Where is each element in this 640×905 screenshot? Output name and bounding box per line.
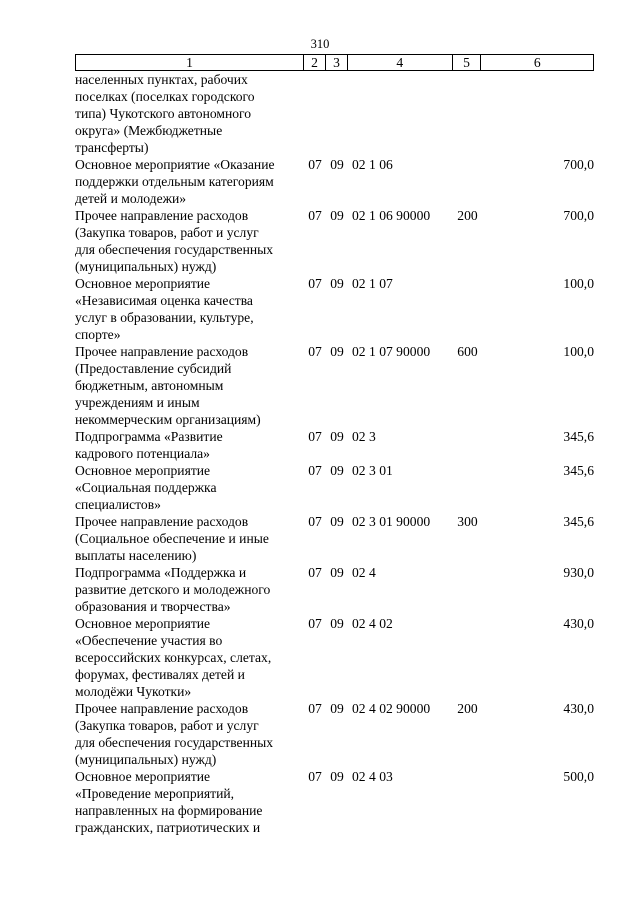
row-section: 07 — [308, 701, 322, 716]
row-section: 07 — [308, 276, 322, 291]
row-name: Основное мероприятие «Оказание поддержки отдельным категориям детей и молодежи» — [75, 157, 275, 206]
row-subsection — [326, 71, 348, 156]
row-section: 07 — [308, 514, 322, 529]
header-col-3: 3 — [326, 55, 348, 70]
row-section: 07 — [308, 429, 322, 444]
row-subsection: 09 — [330, 701, 344, 716]
row-expense-type: 600 — [457, 344, 478, 359]
row-name: Прочее направление расходов (Закупка товаров, работ и услуг для обеспечения государственных (муниципальных) нужд) — [75, 701, 274, 767]
row-section: 07 — [308, 616, 322, 631]
row-subsection: 09 — [330, 769, 344, 784]
row-name: Прочее направление расходов (Социальное обеспечение и иные выплаты населению) — [75, 514, 269, 563]
row-name: Прочее направление расходов (Предоставление субсидий бюджетным, автономным учреждениям и иным некоммерческим организациям) — [75, 344, 261, 427]
row-expense-type — [453, 768, 482, 836]
table-row — [75, 156, 594, 207]
header-col-1: 1 — [76, 55, 304, 70]
row-expense-type — [453, 428, 482, 462]
row-target-article: 02 4 02 90000 — [352, 701, 431, 716]
row-expense-type: 200 — [457, 208, 478, 223]
row-subsection: 09 — [330, 157, 344, 172]
table-row — [75, 564, 594, 615]
row-expense-type — [453, 156, 482, 207]
row-target-article: 02 3 — [352, 429, 376, 444]
row-section: 07 — [308, 463, 322, 478]
row-amount: 345,6 — [563, 429, 594, 444]
row-target-article: 02 1 06 — [352, 157, 393, 172]
row-target-article — [348, 71, 453, 156]
row-subsection: 09 — [330, 429, 344, 444]
row-amount — [482, 71, 594, 156]
row-target-article: 02 1 07 90000 — [352, 344, 431, 359]
row-name: Подпрограмма «Развитие кадрового потенциала» — [75, 429, 223, 461]
row-name: Прочее направление расходов (Закупка товаров, работ и услуг для обеспечения государственных (муниципальных) нужд) — [75, 208, 274, 274]
table-row — [75, 462, 594, 513]
row-section — [304, 71, 326, 156]
row-subsection: 09 — [330, 276, 344, 291]
row-expense-type — [453, 71, 482, 156]
row-name: Основное мероприятие «Социальная поддержка специалистов» — [75, 463, 217, 512]
table-row — [75, 700, 594, 768]
header-col-2: 2 — [304, 55, 326, 70]
row-subsection: 09 — [330, 565, 344, 580]
row-target-article: 02 4 — [352, 565, 376, 580]
row-section: 07 — [308, 565, 322, 580]
row-subsection: 09 — [330, 463, 344, 478]
row-section: 07 — [308, 157, 322, 172]
table-row — [75, 768, 594, 836]
row-target-article: 02 1 07 — [352, 276, 393, 291]
row-amount: 430,0 — [563, 616, 594, 631]
row-amount: 345,6 — [563, 463, 594, 478]
table-row — [75, 275, 594, 343]
row-subsection: 09 — [330, 208, 344, 223]
row-expense-type — [453, 615, 482, 700]
table-header — [75, 54, 594, 71]
header-col-4: 4 — [348, 55, 453, 70]
row-amount: 500,0 — [563, 769, 594, 784]
row-amount: 700,0 — [563, 208, 594, 223]
row-amount: 100,0 — [563, 276, 594, 291]
header-col-5: 5 — [453, 55, 482, 70]
row-target-article: 02 3 01 90000 — [352, 514, 431, 529]
row-subsection: 09 — [330, 514, 344, 529]
row-expense-type: 200 — [457, 701, 478, 716]
row-target-article: 02 4 03 — [352, 769, 393, 784]
row-expense-type: 300 — [457, 514, 478, 529]
row-name: населенных пунктах, рабочих поселках (поселках городского типа) Чукотского автономного округа» (Межбюджетные трансферты) — [75, 72, 255, 155]
row-section: 07 — [308, 344, 322, 359]
table-row — [75, 207, 594, 275]
row-section: 07 — [308, 208, 322, 223]
row-amount: 100,0 — [563, 344, 594, 359]
budget-table — [75, 54, 594, 835]
row-amount: 930,0 — [563, 565, 594, 580]
header-col-6: 6 — [533, 55, 541, 70]
row-target-article: 02 4 02 — [352, 616, 393, 631]
row-name: Основное мероприятие «Проведение мероприятий, направленных на формирование гражданских, патриотических и — [75, 769, 263, 835]
row-expense-type — [453, 462, 482, 513]
table-row — [75, 513, 594, 564]
row-section: 07 — [308, 769, 322, 784]
row-name: Основное мероприятие «Обеспечение участия во всероссийских конкурсах, слетах, форумах, фестивалях детей и молодёжи Чукотки» — [75, 616, 272, 699]
table-row — [75, 428, 594, 462]
row-expense-type — [453, 564, 482, 615]
row-subsection: 09 — [330, 616, 344, 631]
table-row — [75, 615, 594, 700]
table-row — [75, 343, 594, 428]
row-expense-type — [453, 275, 482, 343]
row-amount: 700,0 — [563, 157, 594, 172]
table-row — [75, 71, 594, 156]
page-number: 310 — [310, 37, 330, 51]
row-amount: 345,6 — [563, 514, 594, 529]
row-target-article: 02 3 01 — [352, 463, 393, 478]
table-body — [75, 71, 594, 836]
row-subsection: 09 — [330, 344, 344, 359]
row-amount: 430,0 — [563, 701, 594, 716]
row-target-article: 02 1 06 90000 — [352, 208, 431, 223]
row-name: Основное мероприятие «Независимая оценка качества услуг в образовании, культуре, спорте» — [75, 276, 254, 342]
row-name: Подпрограмма «Поддержка и развитие детского и молодежного образования и творчества» — [75, 565, 271, 614]
